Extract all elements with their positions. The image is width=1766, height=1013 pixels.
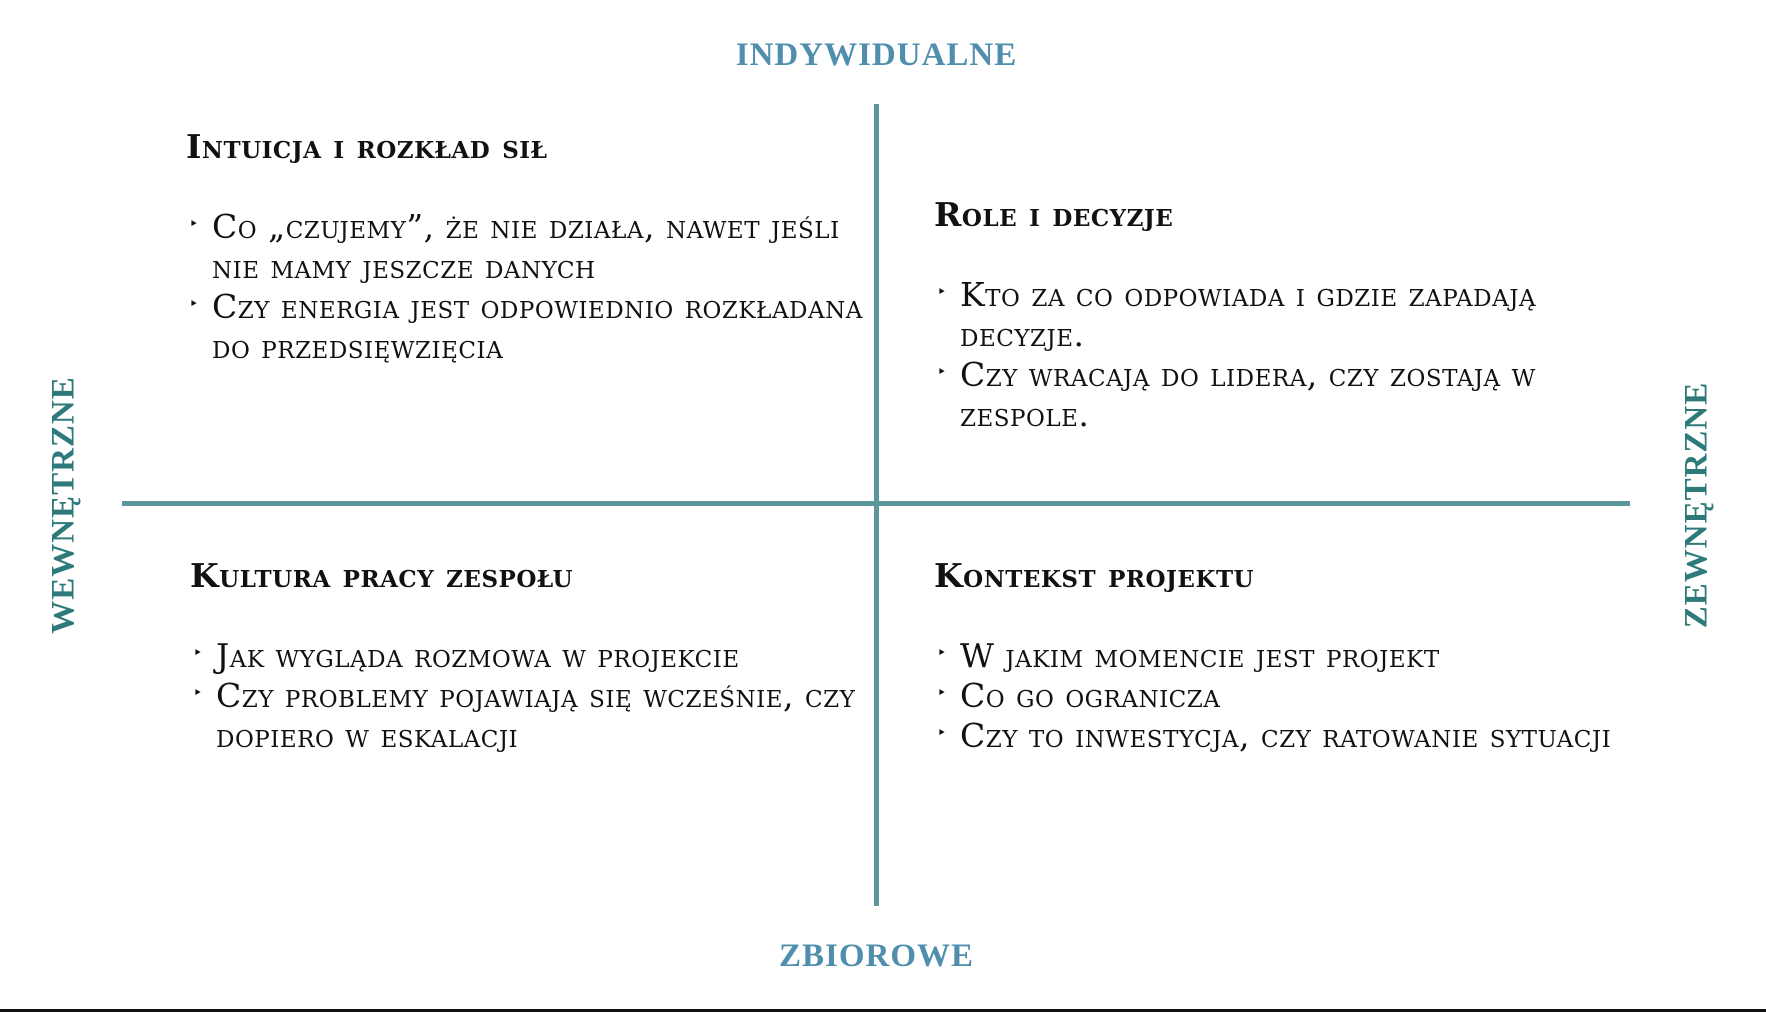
list-item-text: Czy energia jest odpowiednio rozkładana do przedsięwzięcia <box>212 287 863 366</box>
list-item-text: Czy problemy pojawiają się wcześnie, czy dopiero w eskalacji <box>216 676 856 755</box>
list-item <box>934 716 1654 756</box>
list-item-text: Kto za co odpowiada i gdzie zapadają decyzje. <box>960 275 1537 354</box>
list-item <box>934 676 1654 716</box>
list-item <box>934 636 1654 676</box>
list-item <box>190 636 890 676</box>
bullet-list <box>934 636 1654 756</box>
list-item-text: Co „czujemy”, że nie działa, nawet jeśli nie mamy jeszcze danych <box>212 207 840 286</box>
quadrant-bottom-right <box>934 556 1654 756</box>
axis-label-top: INDYWIDUALNE <box>735 37 1018 73</box>
bullet-icon: ‣ <box>189 294 199 313</box>
quadrant-top-left <box>186 127 886 367</box>
bullet-icon: ‣ <box>937 362 947 381</box>
bullet-icon: ‣ <box>937 643 947 662</box>
quadrant-title: Kontekst projektu <box>934 556 1255 595</box>
axis-label-left: WEWNĘTRZNE <box>45 376 82 634</box>
quadrant-title: Kultura pracy zespołu <box>190 556 574 595</box>
bullet-icon: ‣ <box>193 683 203 702</box>
bullet-icon: ‣ <box>193 643 203 662</box>
bullet-list <box>190 636 890 756</box>
list-item-text: Czy wracają do lidera, czy zostają w zespole. <box>960 355 1536 434</box>
list-item <box>186 287 886 367</box>
bullet-list <box>934 275 1654 435</box>
quadrant-bottom-left <box>190 556 890 756</box>
bullet-icon: ‣ <box>937 683 947 702</box>
quadrant-title: Intuicja i rozkład sił <box>186 127 548 166</box>
list-item <box>934 275 1654 355</box>
bottom-rule <box>0 1009 1766 1012</box>
list-item <box>186 207 886 287</box>
bullet-icon: ‣ <box>937 282 947 301</box>
bullet-icon: ‣ <box>937 723 947 742</box>
quadrant-title: Role i decyzje <box>934 195 1174 234</box>
axis-label-right: ZEWNĘTRZNE <box>1678 381 1715 629</box>
axis-label-bottom: ZBIOROWE <box>778 938 975 974</box>
bullet-icon: ‣ <box>189 214 199 233</box>
list-item-text: Czy to inwestycja, czy ratowanie sytuacji <box>960 716 1612 755</box>
list-item <box>190 676 890 756</box>
list-item <box>934 355 1654 435</box>
list-item-text: W jakim momencie jest projekt <box>960 636 1440 675</box>
list-item-text: Jak wygląda rozmowa w projekcie <box>216 636 740 675</box>
quadrant-top-right <box>934 195 1654 435</box>
horizontal-divider <box>122 501 1630 506</box>
bullet-list <box>186 207 886 367</box>
list-item-text: Co go ogranicza <box>960 676 1221 715</box>
